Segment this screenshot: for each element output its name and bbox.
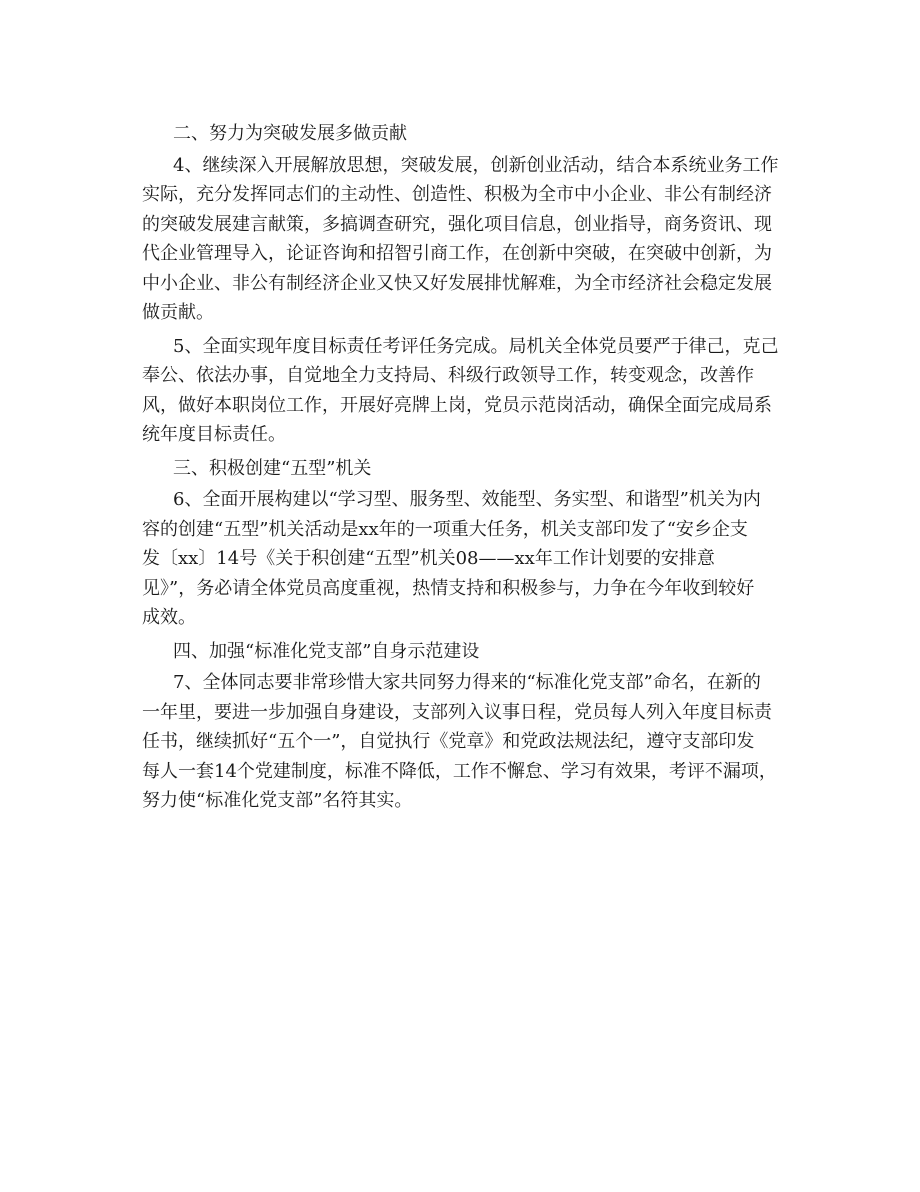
paragraph-line: 实际，充分发挥同志们的主动性、创造性、积极为全市中小企业、非公有制经济 (142, 184, 772, 205)
document-body (142, 117, 782, 820)
paragraph-line: 中小企业、非公有制经济企业又快又好发展排忧解难，为全市经济社会稳定发展 (142, 272, 772, 294)
section-heading-3: 三、积极创建“五型”机关 (173, 457, 372, 479)
paragraph-7 (142, 668, 782, 816)
paragraph-line: 每人一套14个党建制度，标准不降低，工作不懈怠、学习有效果，考评不漏项， (142, 760, 777, 782)
section-heading-2: 二、努力为突破发展多做贡献 (173, 123, 407, 144)
section-heading-4: 四、加强“标准化党支部”自身示范建设 (173, 640, 480, 662)
paragraph-line: 6、全面开展构建以“学习型、服务型、效能型、务实型、和谐型”机关为内 (173, 489, 761, 510)
paragraph-line: 风，做好本职岗位工作，开展好亮牌上岗，党员示范岗活动，确保全面完成局系 (142, 394, 772, 416)
paragraph-line: 7、全体同志要非常珍惜大家共同努力得来的“标准化党支部”命名，在新的 (173, 672, 761, 693)
paragraph-line: 一年里，要进一步加强自身建设，支部列入议事日程，党员每人列入年度目标责 (142, 701, 772, 723)
paragraph-line: 5、全面实现年度目标责任考评任务完成。局机关全体党员要严于律己，克己 (173, 335, 779, 357)
paragraph-line: 发〔xx〕14号《关于积创建“五型”机关08——xx年工作计划要的安排意 (142, 548, 715, 569)
paragraph-line: 奉公、依法办事，自觉地全力支持局、科级行政领导工作，转变观念，改善作 (142, 365, 754, 386)
paragraph-line: 容的创建“五型”机关活动是xx年的一项重大任务，机关支部印发了“安乡企支 (142, 518, 748, 540)
paragraph-line: 成效。 (142, 607, 196, 628)
paragraph-line: 努力使“标准化党支部”名符其实。 (142, 790, 413, 811)
paragraph-line: 见》”，务必请全体党员高度重视，热情支持和积极参与，力争在今年收到较好 (142, 577, 755, 599)
paragraph-6 (142, 485, 782, 633)
paragraph-line: 4、继续深入开展解放思想，突破发展，创新创业活动，结合本系统业务工作 (173, 154, 779, 176)
paragraph-line: 任书，继续抓好“五个一”，自觉执行《党章》和党政法规法纪，遵守支部印发 (142, 731, 755, 752)
paragraph-line: 代企业管理导入，论证咨询和招智引商工作，在创新中突破，在突破中创新，为 (142, 243, 772, 264)
paragraph-line: 做贡献。 (142, 302, 214, 323)
paragraph-5 (142, 332, 782, 450)
paragraph-line: 的突破发展建言献策，多搞调查研究，强化项目信息，创业指导，商务资讯、现 (142, 213, 772, 235)
paragraph-4 (142, 151, 782, 328)
paragraph-line: 统年度目标责任。 (142, 424, 286, 445)
